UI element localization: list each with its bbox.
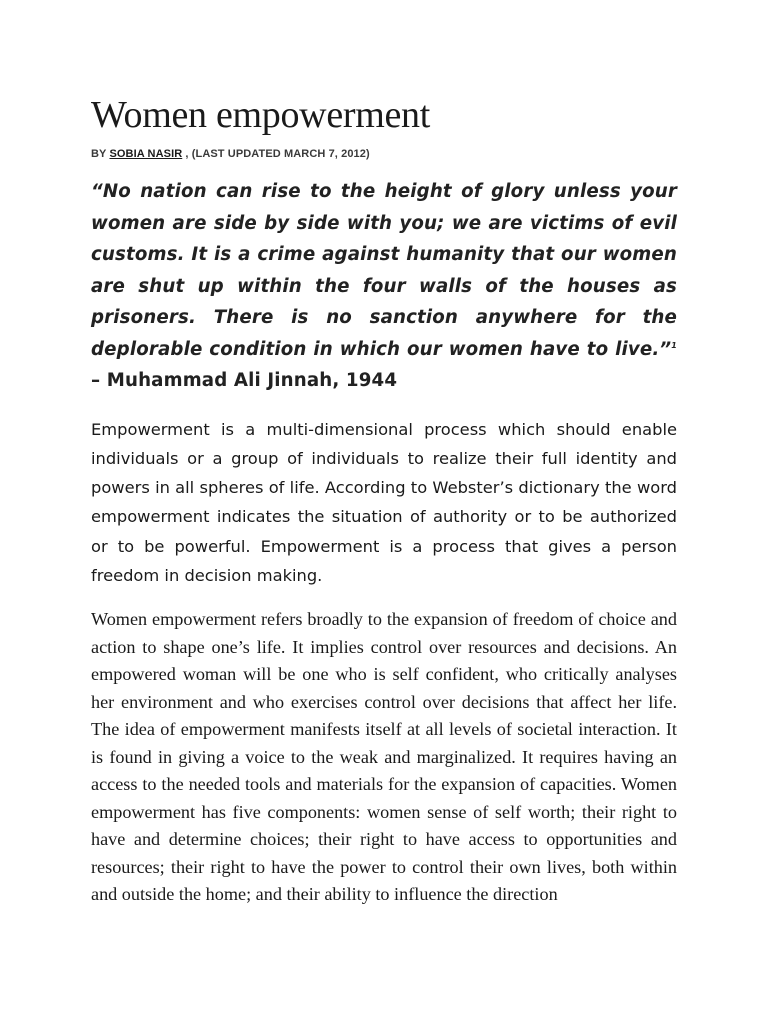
byline bbox=[91, 146, 677, 162]
article-title: Women empowerment bbox=[91, 94, 431, 136]
author-link[interactable]: SOBIA NASIR bbox=[109, 148, 183, 160]
document-page bbox=[91, 92, 677, 909]
opening-quote bbox=[91, 176, 677, 397]
quote-attribution: – Muhammad Ali Jinnah, 1944 bbox=[91, 370, 398, 391]
paragraph-women-empowerment: Women empowerment refers broadly to the expansion of freedom of choice and action to shape one’s life. It implies control over resources and decisions. An empowered woman will be one who is self confident, who critically analyses her environment and who exercises control over decisions that affect her life. The idea of empowerment manifests itself at all levels of societal interaction. It is found in giving a voice to the weak and marginalized. It requires having an access to the needed tools and materials for the expansion of capacities. Women empowerment has five components: women sense of self worth; their right to have and determine choices; their right to have access to opportunities and resources; their right to have the power to control their own lives, both within and outside the home; and their ability to influence the direction bbox=[91, 609, 677, 905]
quote-text: “No nation can rise to the height of glory unless your women are side by side with you; we are victims of evil customs. It is a crime against humanity that our women are shut up within the four walls of the houses as prisoners. There is no sanction anywhere for the deplorable condition in which our women have to live.” bbox=[91, 181, 677, 360]
paragraph-empowerment-definition: Empowerment is a multi-dimensional process which should enable individuals or a group of individuals to realize their full identity and powers in all spheres of life. According to Webster’s dictionary the word empowerment indicates the situation of authority or to be authorized or to be powerful. Empowerment is a process that gives a person freedom in decision making. bbox=[91, 419, 677, 585]
footnote-mark: 1 bbox=[671, 340, 677, 350]
byline-prefix: BY bbox=[91, 148, 107, 160]
last-updated: , (LAST UPDATED MARCH 7, 2012) bbox=[182, 148, 370, 160]
